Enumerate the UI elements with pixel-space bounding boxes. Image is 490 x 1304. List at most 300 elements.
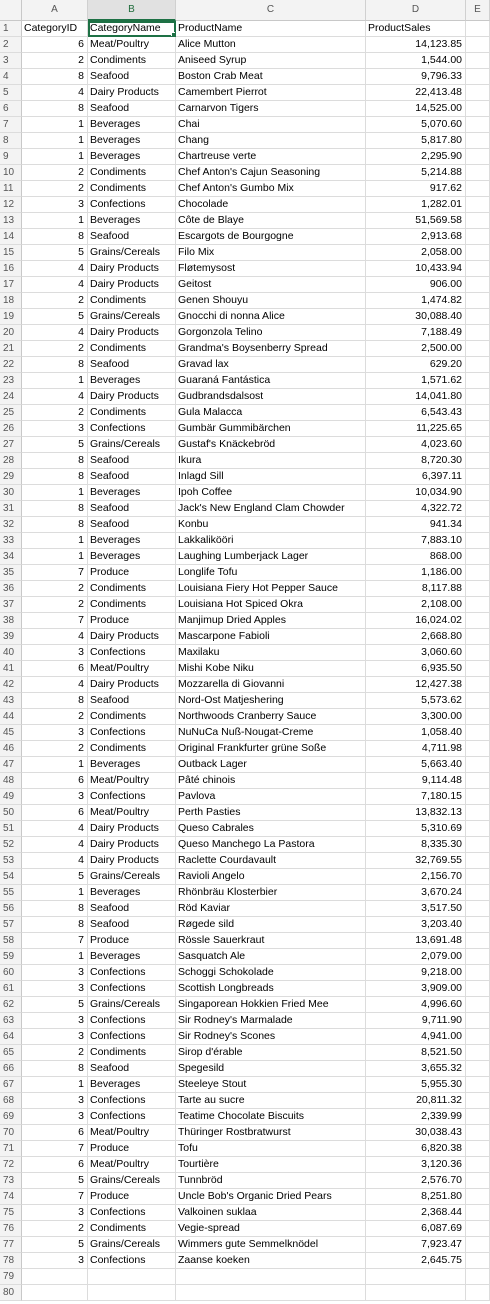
cell-category-name[interactable]: Dairy Products (88, 277, 176, 293)
cell-category-name[interactable]: Dairy Products (88, 325, 176, 341)
cell-category-id[interactable]: 7 (22, 933, 88, 949)
cell-category-name[interactable]: Confections (88, 1013, 176, 1029)
cell-category-name[interactable]: Grains/Cereals (88, 997, 176, 1013)
cell-product-sales[interactable]: 2,576.70 (366, 1173, 466, 1189)
cell-empty[interactable] (466, 149, 490, 165)
cell-product-sales[interactable]: 13,691.48 (366, 933, 466, 949)
cell-empty[interactable] (466, 709, 490, 725)
row-header[interactable]: 20 (0, 325, 22, 341)
cell-category-name[interactable]: Dairy Products (88, 853, 176, 869)
cell-category-name[interactable]: Grains/Cereals (88, 1237, 176, 1253)
cell-product-name[interactable]: Pavlova (176, 789, 366, 805)
cell-product-sales[interactable]: 6,820.38 (366, 1141, 466, 1157)
cell-category-name[interactable]: Condiments (88, 709, 176, 725)
cell-empty[interactable] (466, 165, 490, 181)
cell-empty[interactable] (466, 485, 490, 501)
cell-category-name[interactable]: Condiments (88, 341, 176, 357)
cell-category-name[interactable]: Confections (88, 1109, 176, 1125)
cell-category-id[interactable]: 6 (22, 1157, 88, 1173)
cell-product-sales[interactable]: 5,214.88 (366, 165, 466, 181)
cell-product-sales[interactable]: 9,114.48 (366, 773, 466, 789)
cell-category-id[interactable]: 5 (22, 1237, 88, 1253)
cell-category-id[interactable]: 7 (22, 565, 88, 581)
cell-category-name[interactable]: Grains/Cereals (88, 1173, 176, 1189)
row-header[interactable]: 40 (0, 645, 22, 661)
cell-product-sales[interactable]: 30,088.40 (366, 309, 466, 325)
row-header[interactable]: 79 (0, 1269, 22, 1285)
cell-product-name[interactable]: Ravioli Angelo (176, 869, 366, 885)
cell-category-id[interactable]: 4 (22, 261, 88, 277)
cell-category-id[interactable]: 4 (22, 677, 88, 693)
cell-category-id[interactable]: 2 (22, 1221, 88, 1237)
cell-product-sales[interactable]: 6,397.11 (366, 469, 466, 485)
cell-empty[interactable] (466, 565, 490, 581)
cell-empty[interactable] (466, 661, 490, 677)
cell-category-id[interactable]: 8 (22, 357, 88, 373)
cell-product-name[interactable]: Laughing Lumberjack Lager (176, 549, 366, 565)
cell-product-name[interactable]: Geitost (176, 277, 366, 293)
header-cell[interactable] (466, 21, 490, 37)
cell-product-name[interactable]: Boston Crab Meat (176, 69, 366, 85)
row-header[interactable]: 67 (0, 1077, 22, 1093)
header-cell[interactable]: CategoryID (22, 21, 88, 37)
row-header[interactable]: 36 (0, 581, 22, 597)
cell-category-name[interactable]: Meat/Poultry (88, 805, 176, 821)
cell-category-id[interactable]: 4 (22, 821, 88, 837)
cell-product-sales[interactable]: 3,670.24 (366, 885, 466, 901)
cell-category-name[interactable]: Dairy Products (88, 677, 176, 693)
cell-product-name[interactable]: Konbu (176, 517, 366, 533)
cell-empty[interactable] (466, 117, 490, 133)
cell-product-name[interactable]: Carnarvon Tigers (176, 101, 366, 117)
cell-category-name[interactable]: Dairy Products (88, 261, 176, 277)
cell-empty[interactable] (466, 1237, 490, 1253)
column-header-b[interactable]: B (88, 0, 176, 21)
cell-product-sales[interactable]: 4,322.72 (366, 501, 466, 517)
cell-product-name[interactable] (176, 1285, 366, 1301)
cell-category-id[interactable]: 7 (22, 1141, 88, 1157)
cell-product-name[interactable]: Fløtemysost (176, 261, 366, 277)
cell-product-sales[interactable]: 3,517.50 (366, 901, 466, 917)
row-header[interactable]: 66 (0, 1061, 22, 1077)
row-header[interactable]: 5 (0, 85, 22, 101)
cell-product-name[interactable]: Teatime Chocolate Biscuits (176, 1109, 366, 1125)
column-header-e[interactable]: E (466, 0, 490, 21)
row-header[interactable]: 69 (0, 1109, 22, 1125)
row-header[interactable]: 16 (0, 261, 22, 277)
row-header[interactable]: 47 (0, 757, 22, 773)
cell-product-name[interactable]: Perth Pasties (176, 805, 366, 821)
cell-category-id[interactable]: 5 (22, 869, 88, 885)
row-header[interactable]: 48 (0, 773, 22, 789)
cell-category-id[interactable]: 8 (22, 69, 88, 85)
cell-empty[interactable] (466, 597, 490, 613)
cell-category-name[interactable]: Beverages (88, 1077, 176, 1093)
cell-category-id[interactable]: 3 (22, 1205, 88, 1221)
cell-product-name[interactable]: Pâté chinois (176, 773, 366, 789)
cell-product-name[interactable]: Zaanse koeken (176, 1253, 366, 1269)
cell-product-sales[interactable]: 8,521.50 (366, 1045, 466, 1061)
cell-product-name[interactable]: Chang (176, 133, 366, 149)
cell-product-name[interactable]: Sir Rodney's Marmalade (176, 1013, 366, 1029)
cell-empty[interactable] (466, 1141, 490, 1157)
cell-product-sales[interactable]: 5,955.30 (366, 1077, 466, 1093)
cell-product-sales[interactable]: 4,711.98 (366, 741, 466, 757)
cell-product-name[interactable]: Queso Manchego La Pastora (176, 837, 366, 853)
row-header[interactable]: 10 (0, 165, 22, 181)
row-header[interactable]: 72 (0, 1157, 22, 1173)
cell-empty[interactable] (466, 789, 490, 805)
cell-category-id[interactable]: 2 (22, 293, 88, 309)
cell-category-id[interactable]: 8 (22, 101, 88, 117)
row-header[interactable]: 53 (0, 853, 22, 869)
row-header[interactable]: 1 (0, 21, 22, 37)
cell-empty[interactable] (466, 1093, 490, 1109)
row-header[interactable]: 43 (0, 693, 22, 709)
cell-empty[interactable] (466, 261, 490, 277)
row-header[interactable]: 30 (0, 485, 22, 501)
cell-empty[interactable] (466, 101, 490, 117)
cell-product-sales[interactable]: 1,282.01 (366, 197, 466, 213)
cell-category-id[interactable]: 4 (22, 325, 88, 341)
cell-category-id[interactable]: 7 (22, 613, 88, 629)
cell-product-sales[interactable]: 5,663.40 (366, 757, 466, 773)
cell-product-name[interactable]: Tofu (176, 1141, 366, 1157)
cell-product-name[interactable]: Spegesild (176, 1061, 366, 1077)
cell-product-name[interactable]: Valkoinen suklaa (176, 1205, 366, 1221)
cell-product-name[interactable]: Gorgonzola Telino (176, 325, 366, 341)
row-header[interactable]: 42 (0, 677, 22, 693)
cell-product-sales[interactable]: 2,295.90 (366, 149, 466, 165)
cell-product-sales[interactable]: 13,832.13 (366, 805, 466, 821)
cell-product-name[interactable]: Ikura (176, 453, 366, 469)
row-header[interactable]: 27 (0, 437, 22, 453)
cell-category-id[interactable]: 3 (22, 725, 88, 741)
cell-category-id[interactable]: 6 (22, 37, 88, 53)
cell-category-name[interactable]: Dairy Products (88, 821, 176, 837)
row-header[interactable]: 11 (0, 181, 22, 197)
cell-category-id[interactable]: 6 (22, 805, 88, 821)
cell-category-name[interactable]: Seafood (88, 229, 176, 245)
row-header[interactable]: 38 (0, 613, 22, 629)
cell-category-id[interactable]: 1 (22, 485, 88, 501)
cell-empty[interactable] (466, 677, 490, 693)
cell-category-name[interactable]: Confections (88, 197, 176, 213)
row-header[interactable]: 57 (0, 917, 22, 933)
row-header[interactable]: 50 (0, 805, 22, 821)
cell-category-id[interactable]: 1 (22, 1077, 88, 1093)
cell-product-sales[interactable]: 14,525.00 (366, 101, 466, 117)
cell-category-name[interactable]: Dairy Products (88, 629, 176, 645)
cell-category-name[interactable]: Dairy Products (88, 837, 176, 853)
cell-empty[interactable] (466, 37, 490, 53)
row-header[interactable]: 17 (0, 277, 22, 293)
cell-empty[interactable] (466, 1221, 490, 1237)
row-header[interactable]: 45 (0, 725, 22, 741)
row-header[interactable]: 62 (0, 997, 22, 1013)
cell-category-id[interactable]: 3 (22, 1029, 88, 1045)
cell-empty[interactable] (466, 405, 490, 421)
cell-category-name[interactable]: Produce (88, 565, 176, 581)
cell-product-sales[interactable]: 1,544.00 (366, 53, 466, 69)
row-header[interactable]: 26 (0, 421, 22, 437)
cell-product-name[interactable]: Gnocchi di nonna Alice (176, 309, 366, 325)
cell-product-sales[interactable]: 7,923.47 (366, 1237, 466, 1253)
row-header[interactable]: 63 (0, 1013, 22, 1029)
cell-category-id[interactable]: 1 (22, 149, 88, 165)
cell-product-name[interactable]: Gula Malacca (176, 405, 366, 421)
cell-category-name[interactable]: Meat/Poultry (88, 37, 176, 53)
cell-empty[interactable] (466, 1045, 490, 1061)
cell-category-name[interactable]: Beverages (88, 373, 176, 389)
row-header[interactable]: 12 (0, 197, 22, 213)
cell-product-name[interactable]: Tunnbröd (176, 1173, 366, 1189)
cell-empty[interactable] (466, 229, 490, 245)
cell-category-id[interactable]: 7 (22, 1189, 88, 1205)
cell-category-id[interactable]: 1 (22, 533, 88, 549)
cell-product-name[interactable]: Northwoods Cranberry Sauce (176, 709, 366, 725)
cell-product-sales[interactable] (366, 1285, 466, 1301)
cell-product-sales[interactable]: 2,913.68 (366, 229, 466, 245)
cell-category-id[interactable]: 1 (22, 133, 88, 149)
cell-product-sales[interactable]: 8,251.80 (366, 1189, 466, 1205)
cell-product-sales[interactable]: 2,500.00 (366, 341, 466, 357)
cell-product-sales[interactable]: 7,188.49 (366, 325, 466, 341)
cell-category-id[interactable] (22, 1269, 88, 1285)
cell-category-name[interactable]: Meat/Poultry (88, 661, 176, 677)
row-header[interactable]: 46 (0, 741, 22, 757)
cell-category-id[interactable]: 1 (22, 949, 88, 965)
cell-empty[interactable] (466, 501, 490, 517)
cell-category-name[interactable]: Seafood (88, 357, 176, 373)
row-header[interactable]: 19 (0, 309, 22, 325)
cell-category-name[interactable]: Grains/Cereals (88, 309, 176, 325)
cell-category-id[interactable]: 3 (22, 645, 88, 661)
cell-product-name[interactable]: Chef Anton's Cajun Seasoning (176, 165, 366, 181)
cell-product-name[interactable]: Longlife Tofu (176, 565, 366, 581)
row-header[interactable]: 31 (0, 501, 22, 517)
cell-category-name[interactable]: Seafood (88, 501, 176, 517)
cell-product-sales[interactable]: 1,474.82 (366, 293, 466, 309)
cell-product-sales[interactable]: 868.00 (366, 549, 466, 565)
cell-category-id[interactable]: 2 (22, 709, 88, 725)
row-header[interactable]: 13 (0, 213, 22, 229)
cell-product-name[interactable]: Queso Cabrales (176, 821, 366, 837)
cell-category-name[interactable] (88, 1269, 176, 1285)
cell-category-name[interactable]: Condiments (88, 741, 176, 757)
cell-product-sales[interactable]: 629.20 (366, 357, 466, 373)
cell-category-name[interactable]: Confections (88, 789, 176, 805)
cell-empty[interactable] (466, 373, 490, 389)
cell-category-name[interactable]: Beverages (88, 213, 176, 229)
cell-empty[interactable] (466, 213, 490, 229)
cell-empty[interactable] (466, 85, 490, 101)
cell-product-name[interactable]: NuNuCa Nuß-Nougat-Creme (176, 725, 366, 741)
cell-category-name[interactable]: Beverages (88, 149, 176, 165)
cell-product-name[interactable]: Mascarpone Fabioli (176, 629, 366, 645)
cell-category-name[interactable]: Condiments (88, 597, 176, 613)
cell-empty[interactable] (466, 869, 490, 885)
cell-product-name[interactable]: Alice Mutton (176, 37, 366, 53)
cell-product-sales[interactable]: 941.34 (366, 517, 466, 533)
cell-category-id[interactable]: 1 (22, 213, 88, 229)
cell-empty[interactable] (466, 885, 490, 901)
header-cell[interactable]: ProductName (176, 21, 366, 37)
cell-product-name[interactable]: Chai (176, 117, 366, 133)
cell-empty[interactable] (466, 773, 490, 789)
row-header[interactable]: 64 (0, 1029, 22, 1045)
cell-category-id[interactable]: 8 (22, 917, 88, 933)
row-header[interactable]: 6 (0, 101, 22, 117)
cell-category-id[interactable]: 5 (22, 997, 88, 1013)
cell-product-name[interactable]: Gudbrandsdalsost (176, 389, 366, 405)
cell-category-name[interactable]: Seafood (88, 693, 176, 709)
cell-category-name[interactable]: Produce (88, 1189, 176, 1205)
cell-empty[interactable] (466, 181, 490, 197)
cell-category-name[interactable]: Condiments (88, 181, 176, 197)
row-header[interactable]: 32 (0, 517, 22, 533)
row-header[interactable]: 58 (0, 933, 22, 949)
cell-empty[interactable] (466, 437, 490, 453)
cell-category-id[interactable]: 2 (22, 181, 88, 197)
row-header[interactable]: 4 (0, 69, 22, 85)
row-header[interactable]: 3 (0, 53, 22, 69)
row-header[interactable]: 68 (0, 1093, 22, 1109)
cell-product-name[interactable]: Tourtière (176, 1157, 366, 1173)
cell-empty[interactable] (466, 837, 490, 853)
cell-product-sales[interactable]: 5,310.69 (366, 821, 466, 837)
cell-category-id[interactable]: 2 (22, 341, 88, 357)
cell-product-sales[interactable]: 2,368.44 (366, 1205, 466, 1221)
cell-product-sales[interactable]: 16,024.02 (366, 613, 466, 629)
cell-category-id[interactable]: 4 (22, 389, 88, 405)
cell-product-name[interactable]: Scottish Longbreads (176, 981, 366, 997)
cell-product-sales[interactable]: 2,645.75 (366, 1253, 466, 1269)
cell-category-id[interactable]: 3 (22, 789, 88, 805)
cell-empty[interactable] (466, 693, 490, 709)
cell-category-id[interactable]: 1 (22, 885, 88, 901)
active-cell[interactable]: CategoryName (88, 21, 176, 37)
cell-category-id[interactable]: 2 (22, 165, 88, 181)
cell-category-id[interactable]: 6 (22, 661, 88, 677)
cell-product-sales[interactable]: 9,711.90 (366, 1013, 466, 1029)
cell-empty[interactable] (466, 421, 490, 437)
cell-product-name[interactable]: Ipoh Coffee (176, 485, 366, 501)
select-all-corner[interactable] (0, 0, 22, 21)
cell-product-name[interactable]: Jack's New England Clam Chowder (176, 501, 366, 517)
cell-empty[interactable] (466, 469, 490, 485)
cell-empty[interactable] (466, 1189, 490, 1205)
row-header[interactable]: 24 (0, 389, 22, 405)
cell-category-name[interactable]: Confections (88, 1093, 176, 1109)
cell-category-name[interactable]: Condiments (88, 581, 176, 597)
cell-product-name[interactable]: Nord-Ost Matjeshering (176, 693, 366, 709)
cell-empty[interactable] (466, 293, 490, 309)
row-header[interactable]: 22 (0, 357, 22, 373)
row-header[interactable]: 33 (0, 533, 22, 549)
cell-product-name[interactable]: Sirop d'érable (176, 1045, 366, 1061)
cell-empty[interactable] (466, 245, 490, 261)
cell-category-id[interactable]: 3 (22, 421, 88, 437)
cell-category-id[interactable]: 1 (22, 373, 88, 389)
cell-empty[interactable] (466, 1125, 490, 1141)
cell-category-name[interactable]: Meat/Poultry (88, 773, 176, 789)
cell-category-name[interactable]: Condiments (88, 165, 176, 181)
row-header[interactable]: 51 (0, 821, 22, 837)
cell-product-sales[interactable]: 51,569.58 (366, 213, 466, 229)
cell-empty[interactable] (466, 965, 490, 981)
cell-product-sales[interactable]: 3,300.00 (366, 709, 466, 725)
cell-product-sales[interactable]: 14,041.80 (366, 389, 466, 405)
cell-empty[interactable] (466, 821, 490, 837)
cell-product-name[interactable]: Maxilaku (176, 645, 366, 661)
cell-category-name[interactable]: Dairy Products (88, 85, 176, 101)
cell-product-sales[interactable]: 3,120.36 (366, 1157, 466, 1173)
cell-product-sales[interactable]: 8,335.30 (366, 837, 466, 853)
cell-category-id[interactable]: 8 (22, 517, 88, 533)
cell-empty[interactable] (466, 1253, 490, 1269)
cell-product-name[interactable]: Filo Mix (176, 245, 366, 261)
cell-category-name[interactable]: Confections (88, 1253, 176, 1269)
cell-product-name[interactable]: Louisiana Hot Spiced Okra (176, 597, 366, 613)
cell-category-name[interactable]: Condiments (88, 405, 176, 421)
cell-product-name[interactable]: Rössle Sauerkraut (176, 933, 366, 949)
cell-empty[interactable] (466, 1029, 490, 1045)
row-header[interactable]: 59 (0, 949, 22, 965)
cell-category-name[interactable] (88, 1285, 176, 1301)
cell-category-name[interactable]: Seafood (88, 101, 176, 117)
cell-category-name[interactable]: Confections (88, 645, 176, 661)
row-header[interactable]: 7 (0, 117, 22, 133)
cell-product-sales[interactable]: 906.00 (366, 277, 466, 293)
cell-product-name[interactable]: Original Frankfurter grüne Soße (176, 741, 366, 757)
cell-empty[interactable] (466, 629, 490, 645)
cell-product-sales[interactable]: 2,156.70 (366, 869, 466, 885)
cell-category-id[interactable]: 6 (22, 773, 88, 789)
cell-category-name[interactable]: Produce (88, 613, 176, 629)
cell-category-id[interactable]: 2 (22, 741, 88, 757)
cell-category-name[interactable]: Grains/Cereals (88, 437, 176, 453)
cell-product-name[interactable]: Guaraná Fantástica (176, 373, 366, 389)
cell-product-name[interactable]: Röd Kaviar (176, 901, 366, 917)
cell-category-id[interactable]: 2 (22, 405, 88, 421)
row-header[interactable]: 77 (0, 1237, 22, 1253)
cell-category-name[interactable]: Dairy Products (88, 389, 176, 405)
cell-category-id[interactable]: 8 (22, 469, 88, 485)
row-header[interactable]: 44 (0, 709, 22, 725)
cell-product-sales[interactable]: 3,203.40 (366, 917, 466, 933)
header-cell[interactable]: ProductSales (366, 21, 466, 37)
row-header[interactable]: 21 (0, 341, 22, 357)
cell-category-id[interactable]: 8 (22, 693, 88, 709)
row-header[interactable]: 9 (0, 149, 22, 165)
cell-product-sales[interactable]: 4,941.00 (366, 1029, 466, 1045)
cell-product-sales[interactable]: 9,796.33 (366, 69, 466, 85)
row-header[interactable]: 49 (0, 789, 22, 805)
cell-empty[interactable] (466, 1061, 490, 1077)
cell-empty[interactable] (466, 997, 490, 1013)
row-header[interactable]: 15 (0, 245, 22, 261)
cell-empty[interactable] (466, 1013, 490, 1029)
cell-product-name[interactable]: Outback Lager (176, 757, 366, 773)
cell-category-name[interactable]: Beverages (88, 949, 176, 965)
cell-empty[interactable] (466, 757, 490, 773)
cell-category-id[interactable]: 1 (22, 549, 88, 565)
row-header[interactable]: 61 (0, 981, 22, 997)
cell-category-name[interactable]: Condiments (88, 293, 176, 309)
cell-product-sales[interactable]: 11,225.65 (366, 421, 466, 437)
row-header[interactable]: 41 (0, 661, 22, 677)
